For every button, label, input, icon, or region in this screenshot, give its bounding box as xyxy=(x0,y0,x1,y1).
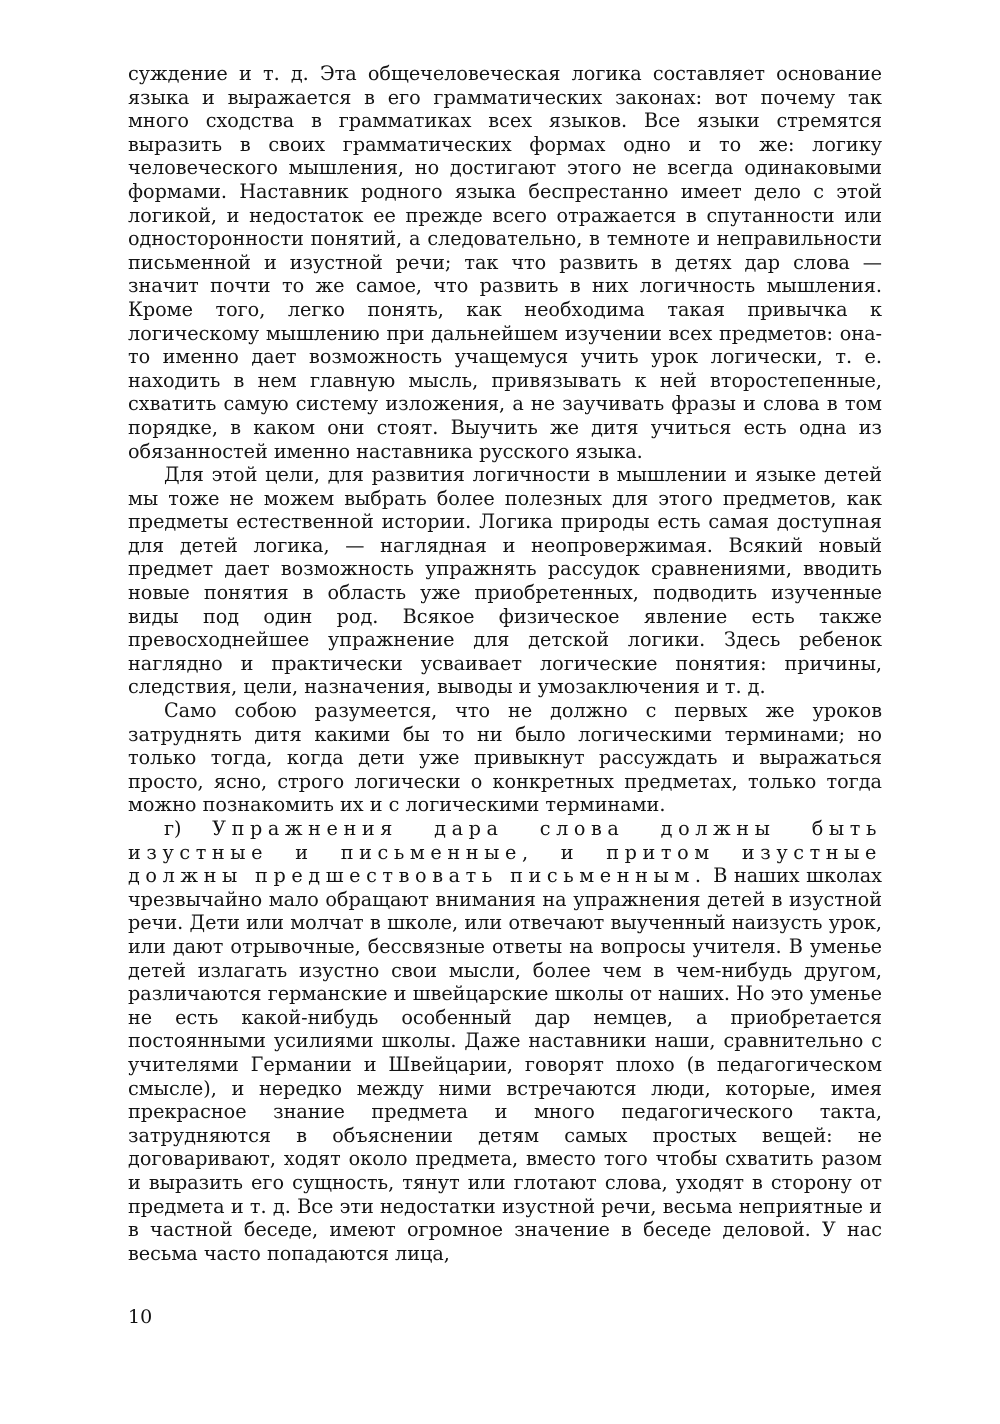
paragraph-2: Для этой цели, для развития логичности в мышлении и языке детей мы тоже не можем выбрать более полезных для этого предметов, как предметы естественной истории. Логика природы есть самая доступная для детей логика, — наглядная и неопровержимая. Всякий новый предмет дает возможность упражнять рассудок сравнениями, вводить новые понятия в область уже приобретенных, подводить изученные виды под один род. Всякое физическое явление есть также превосходнейшее упражнение для детской логики. Здесь ребенок наглядно и практически усваивает логические понятия: причины, следствия, цели, назначения, выводы и умозаключения и т. д. xyxy=(128,463,882,699)
paragraph-4-spaced-heading: Упражнения дара слова должны быть изустные и письменные, и притом изустные должны предшествовать письменным. xyxy=(128,817,882,888)
paragraph-1: суждение и т. д. Эта общечеловеческая логика составляет основание языка и выражается в его грамматических законах: вот почему так много сходства в грамматиках всех языков. Все языки стремятся выразить в своих грамматических формах одно и то же: логику человеческого мышления, но достигают этого не всегда одинаковыми формами. Наставник родного языка беспрестанно имеет дело с этой логикой, и недостаток ее прежде всего отражается в спутанности или односторонности понятий, а следовательно, в темноте и неправильности письменной и изустной речи; так что развить в детях дар слова — значит почти то же самое, что развить в них логичность мышления. Кроме того, легко понять, как необходима такая привычка к логическому мышлению при дальнейшем изучении всех предметов: она-то именно дает возможность учащемуся учить урок логически, т. е. находить в нем главную мысль, привязывать к ней второстепенные, схватить самую систему изложения, а не заучивать фразы и слова в том порядке, в каком они стоят. Выучить же дитя учиться есть одна из обязанностей именно наставника русского языка. xyxy=(128,62,882,463)
paragraph-4-text: В наших школах чрезвычайно мало обращают внимания на упражнения детей в изустной речи. Дети или молчат в школе, или отвечают выученный наизусть урок, или дают отрывочные, бессвязные ответы на вопросы учителя. В уменье детей излагать изустно свои мысли, более чем в чем-нибудь другом, различаются германские и швейцарские школы от наших. Но это уменье не есть какой-нибудь особенный дар немцев, а приобретается постоянными усилиями школы. Даже наставники наши, сравнительно с учителями Германии и Швейцарии, говорят плохо (в педагогическом смысле), и нередко между ними встречаются люди, которые, имея прекрасное знание предмета и много педагогического такта, затрудняются в объяснении детям самых простых вещей: не договаривают, ходят около предмета, вместо того чтобы схватить разом и выразить его сущность, тянут или глотают слова, уходят в сторону от предмета и т. д. Все эти недостатки изустной речи, весьма неприятные и в частной беседе, имеют огромное значение в беседе деловой. У нас весьма часто попадаются лица, xyxy=(128,864,883,1265)
paragraph-4 xyxy=(128,817,882,1265)
page-body xyxy=(128,62,882,1265)
page-number: 10 xyxy=(128,1306,153,1328)
paragraph-4-marker: г) xyxy=(164,817,182,840)
paragraph-3: Само собою разумеется, что не должно с первых же уроков затруднять дитя какими бы то ни было логическими терминами; но только тогда, когда дети уже привыкнут рассуждать и выражаться просто, ясно, строго логически о конкретных предметах, только тогда можно познакомить их и с логическими терминами. xyxy=(128,699,882,817)
